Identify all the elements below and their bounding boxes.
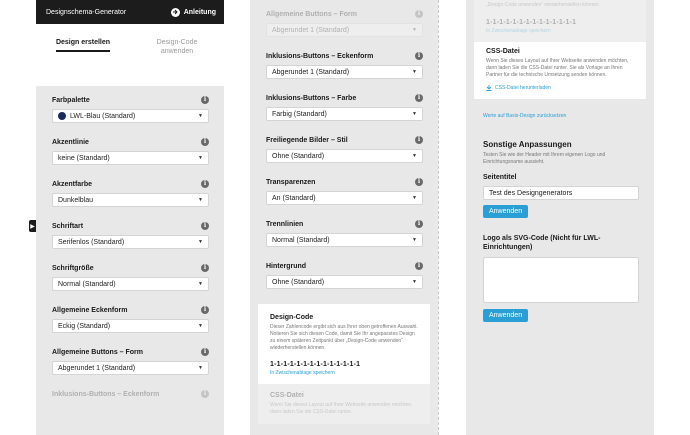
- generator-panel-scrolled: [250, 0, 438, 435]
- info-icon[interactable]: i: [201, 348, 209, 356]
- field-label: Inklusions-Buttons – Farbe: [266, 94, 357, 102]
- dividers-select[interactable]: Normal (Standard) ▼: [266, 233, 423, 247]
- info-icon[interactable]: i: [201, 222, 209, 230]
- reset-to-basic-design-link[interactable]: Werte auf Basis-Design zurücksetzen: [483, 113, 567, 119]
- field-label: Inklusions-Buttons – Eckenform: [52, 390, 160, 398]
- font-select[interactable]: Serifenlos (Standard) ▼: [52, 235, 209, 249]
- inclusion-color-select[interactable]: Farbig (Standard) ▼: [266, 107, 423, 121]
- info-icon[interactable]: i: [201, 180, 209, 188]
- custom-adjustments-text: Testen Sie wie der Header mit Ihrem eigenen Logo und Einrichtungsname aussieht.: [483, 152, 606, 165]
- settings-list: [250, 0, 438, 289]
- sidebar-toggle-handle[interactable]: [29, 220, 36, 232]
- info-icon[interactable]: i: [415, 52, 423, 60]
- copy-to-clipboard-link: In Zwischenablage speichern: [486, 28, 551, 34]
- site-title-label: Seitentitel: [483, 174, 517, 181]
- generator-panel-bottom: [466, 0, 654, 435]
- tab-design-create[interactable]: Design erstellen: [36, 24, 130, 86]
- field-buttons-shape-faded: [266, 10, 423, 37]
- info-icon[interactable]: i: [201, 264, 209, 272]
- css-file-card-faded: [258, 384, 430, 424]
- field-dividers: [266, 220, 423, 247]
- info-icon[interactable]: i: [415, 220, 423, 228]
- chevron-down-icon: ▼: [412, 111, 417, 117]
- field-label: Trennlinien: [266, 220, 304, 228]
- transparency-select[interactable]: An (Standard) ▼: [266, 191, 423, 205]
- divider: [438, 0, 439, 435]
- design-code-text: Dieser Zahlencode ergibt sich aus Ihrer oben getroffenen Auswahl. Notieren Sie sich diesen Code, damit Sie Ihr angepasstes Design zu einem späteren Zeitpunkt über „Design-Code anwenden“ wiederherstellen können.: [270, 324, 418, 351]
- field-accent-color: [52, 180, 209, 207]
- buttons-shape-select: Abgerundet 1 (Standard) ▼: [266, 23, 423, 37]
- css-file-text: Wenn Sie dieses Layout auf Ihrer Webseite anwenden möchten, dann laden Sie die CSS-Datei runter. Sie als Vorlage an Ihren Partner für die technische Umsetzung senden können.: [486, 58, 629, 78]
- info-icon[interactable]: i: [415, 178, 423, 186]
- info-icon: i: [415, 10, 423, 18]
- apply-logo-button[interactable]: Anwenden: [483, 309, 528, 322]
- custom-adjustments-title: Sonstige Anpassungen: [483, 140, 572, 149]
- chevron-down-icon: ▼: [412, 69, 417, 75]
- css-file-text: Wenn Sie dieses Layout auf Ihrer Webseite anwenden möchten, dann laden Sie die CSS-Datei runter.: [270, 402, 413, 415]
- logo-svg-textarea[interactable]: [483, 257, 639, 303]
- inclusion-corner-select[interactable]: Abgerundet 1 (Standard) ▼: [266, 65, 423, 79]
- field-buttons-shape: [52, 348, 209, 375]
- field-background: [266, 262, 423, 289]
- chevron-right-icon: ▶: [30, 223, 35, 230]
- site-title-input[interactable]: Test des Designgenerators: [483, 186, 639, 200]
- field-label: Allgemeine Buttons – Form: [52, 348, 144, 356]
- accent-line-select[interactable]: keine (Standard) ▼: [52, 151, 209, 165]
- chevron-down-icon: ▼: [198, 365, 203, 371]
- field-label: Hintergrund: [266, 262, 307, 270]
- field-label: Akzentfarbe: [52, 180, 93, 188]
- field-label: Allgemeine Eckenform: [52, 306, 128, 314]
- field-inclusion-corner-faded: [52, 390, 209, 398]
- accent-color-select[interactable]: Dunkelblau ▼: [52, 193, 209, 207]
- chevron-down-icon: ▼: [412, 153, 417, 159]
- field-accent-line: [52, 138, 209, 165]
- design-code-text: „Design-Code anwenden“ wiederherstellen können.: [486, 2, 600, 8]
- design-code-title: Design-Code: [270, 314, 314, 321]
- field-label: Freiliegende Bilder – Stil: [266, 136, 348, 144]
- design-code-card: [258, 304, 430, 384]
- chevron-down-icon: ▼: [198, 197, 203, 203]
- field-palette: [52, 96, 209, 123]
- css-file-title: CSS-Datei: [270, 392, 304, 399]
- download-css-link[interactable]: CSS-Datei herunterladen: [486, 85, 634, 91]
- field-image-style: [266, 136, 423, 163]
- info-icon[interactable]: i: [415, 136, 423, 144]
- apply-site-title-button[interactable]: Anwenden: [483, 205, 528, 218]
- chevron-down-icon: ▼: [412, 195, 417, 201]
- field-label: Schriftgröße: [52, 264, 94, 272]
- chevron-down-icon: ▼: [198, 281, 203, 287]
- guide-button[interactable]: [171, 8, 216, 17]
- design-code-value: 1-1-1-1-1-1-1-1-1-1-1-1-1-1: [270, 361, 361, 368]
- chevron-down-icon: ▼: [198, 323, 203, 329]
- tab-design-code-apply[interactable]: Design-Code anwenden: [156, 39, 198, 55]
- color-swatch: [58, 112, 66, 120]
- css-file-card: [474, 42, 646, 99]
- palette-select[interactable]: LWL-Blau (Standard) ▼: [52, 109, 209, 123]
- field-label: Schriftart: [52, 222, 84, 230]
- app-header: [36, 0, 224, 24]
- field-label: Farbpalette: [52, 96, 90, 104]
- chevron-down-icon: ▼: [412, 27, 417, 33]
- field-corners: [52, 306, 209, 333]
- arrow-right-icon: [171, 8, 180, 17]
- image-style-select[interactable]: Ohne (Standard) ▼: [266, 149, 423, 163]
- logo-svg-label: Logo als SVG-Code (Nicht für LWL-Einrichtungen): [483, 235, 601, 251]
- design-code-value: 1-1-1-1-1-1-1-1-1-1-1-1-1-1: [486, 19, 577, 26]
- field-label: Akzentlinie: [52, 138, 89, 146]
- info-icon[interactable]: i: [201, 138, 209, 146]
- font-size-select[interactable]: Normal (Standard) ▼: [52, 277, 209, 291]
- field-inclusion-corner: [266, 52, 423, 79]
- info-icon[interactable]: i: [201, 306, 209, 314]
- css-file-title: CSS-Datei: [486, 48, 520, 55]
- field-inclusion-color: [266, 94, 423, 121]
- field-label: Inklusions-Buttons – Eckenform: [266, 52, 374, 60]
- info-icon: i: [201, 390, 209, 398]
- chevron-down-icon: ▼: [412, 279, 417, 285]
- field-label: Transparenzen: [266, 178, 316, 186]
- field-font: [52, 222, 209, 249]
- copy-to-clipboard-link[interactable]: In Zwischenablage speichern: [270, 370, 335, 376]
- download-icon: [486, 85, 492, 91]
- generator-panel: [36, 0, 224, 435]
- design-code-card-faded: [474, 0, 646, 42]
- chevron-down-icon: ▼: [198, 155, 203, 161]
- custom-adjustments-section: [466, 140, 654, 322]
- chevron-down-icon: ▼: [412, 237, 417, 243]
- info-icon[interactable]: i: [415, 262, 423, 270]
- app-title: Designschema-Generator: [46, 8, 127, 16]
- tab-bar: [36, 24, 224, 86]
- corners-select[interactable]: Eckig (Standard) ▼: [52, 319, 209, 333]
- buttons-shape-select[interactable]: Abgerundet 1 (Standard) ▼: [52, 361, 209, 375]
- background-select[interactable]: Ohne (Standard) ▼: [266, 275, 423, 289]
- settings-list: [36, 86, 224, 398]
- guide-label: Anleitung: [183, 8, 216, 16]
- field-label: Allgemeine Buttons – Form: [266, 10, 358, 18]
- info-icon[interactable]: i: [415, 94, 423, 102]
- field-transparency: [266, 178, 423, 205]
- chevron-down-icon: ▼: [198, 239, 203, 245]
- chevron-down-icon: ▼: [198, 113, 203, 119]
- field-font-size: [52, 264, 209, 291]
- info-icon[interactable]: i: [201, 96, 209, 104]
